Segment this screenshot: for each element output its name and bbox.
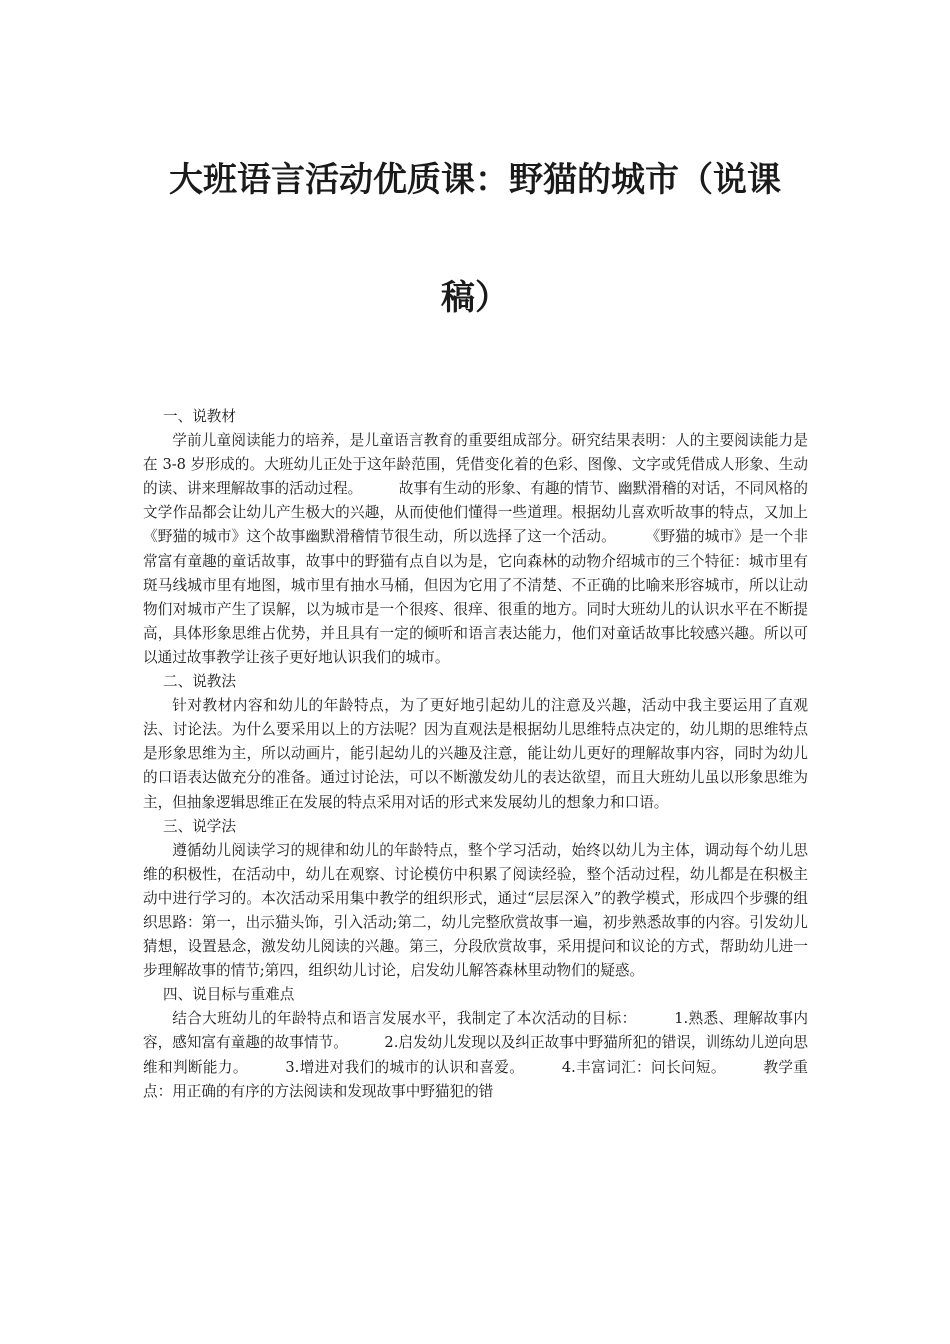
document-title-line-2: 稿） [441,278,509,318]
section-paragraph-teaching-method: 针对教材内容和幼儿的年龄特点，为了更好地引起幼儿的注意及兴趣，活动中我主要运用了直观法、讨论法。为什么要采用以上的方法呢？因为直观法是根据幼儿思维特点决定的，幼儿期的思维特点是形象思维为主，所以动画片，能引起幼儿的兴趣及注意，能让幼儿更好的理解故事内容，同时为幼儿的口语表达做充分的准备。通过讨论法，可以不断激发幼儿的表达欲望，而且大班幼儿虽以形象思维为主，但抽象逻辑思维正在发展的特点采用对话的形式来发展幼儿的想象力和口语。 [143,697,808,811]
section-paragraph-goals: 结合大班幼儿的年龄特点和语言发展水平，我制定了本次活动的目标： 1.熟悉、理解故事内容，感知富有童趣的故事情节。 2.启发幼儿发现以及纠正故事中野猫所犯的错误，训练幼儿逆向思维和判断能力。 3.增进对我们的城市的认识和喜爱。 4.丰富词汇：问长问短。 教学重点：用正确的有序的方法阅读和发现故事中野猫犯的错 [143,1010,808,1100]
document-body [143,405,808,1104]
document-title-line-1: 大班语言活动优质课：野猫的城市（说课 [169,160,781,200]
section-paragraph-learning-method: 遵循幼儿阅读学习的规律和幼儿的年龄特点，整个学习活动，始终以幼儿为主体，调动每个幼儿思维的积极性，在活动中，幼儿在观察、讨论模仿中积累了阅读经验，整个活动过程，幼儿都是在积极主动中进行学习的。本次活动采用集中教学的组织形式，通过“层层深入”的教学模式，形成四个步骤的组织思路：第一，出示猫头饰，引入活动;第二，幼儿完整欣赏故事一遍，初步熟悉故事的内容。引发幼儿猜想，设置悬念，激发幼儿阅读的兴趣。第三，分段欣赏故事，采用提问和议论的方式，帮助幼儿进一步理解故事的情节;第四，组织幼儿讨论，启发幼儿解答森林里动物们的疑惑。 [143,841,808,980]
section-heading-teaching-material: 一、说教材 [163,408,236,425]
section-heading-goals: 四、说目标与重难点 [163,986,295,1004]
section-heading-teaching-method: 二、说教法 [163,673,236,691]
section-heading-learning-method: 三、说学法 [163,817,236,835]
section-paragraph-teaching-material: 学前儿童阅读能力的培养，是儿童语言教育的重要组成部分。研究结果表明：人的主要阅读能力是在 3-8 岁形成的。大班幼儿正处于这年龄范围，凭借变化着的色彩、图像、文字或凭借成人形象、生动的读、讲来理解故事的活动过程。 故事有生动的形象、有趣的情节、幽默滑稽的对话，不同风格的文学作品都会让幼儿产生极大的兴趣，从而使他们懂得一些道理。根据幼儿喜欢听故事的特点，又加上《野猫的城市》这个故事幽默滑稽情节很生动，所以选择了这一个活动。 《野猫的城市》是一个非常富有童趣的童话故事，故事中的野猫有点自以为是，它向森林的动物介绍城市的三个特征：城市里有斑马线城市里有地图，城市里有抽水马桶，但因为它用了不清楚、不正确的比喻来形容城市，所以让动物们对城市产生了误解，以为城市是一个很疼、很痒、很重的地方。同时大班幼儿的认识水平在不断提高，具体形象思维占优势，并且具有一定的倾听和语言表达能力，他们对童话故事比较感兴趣。所以可以通过故事教学让孩子更好地认识我们的城市。 [143,432,808,666]
